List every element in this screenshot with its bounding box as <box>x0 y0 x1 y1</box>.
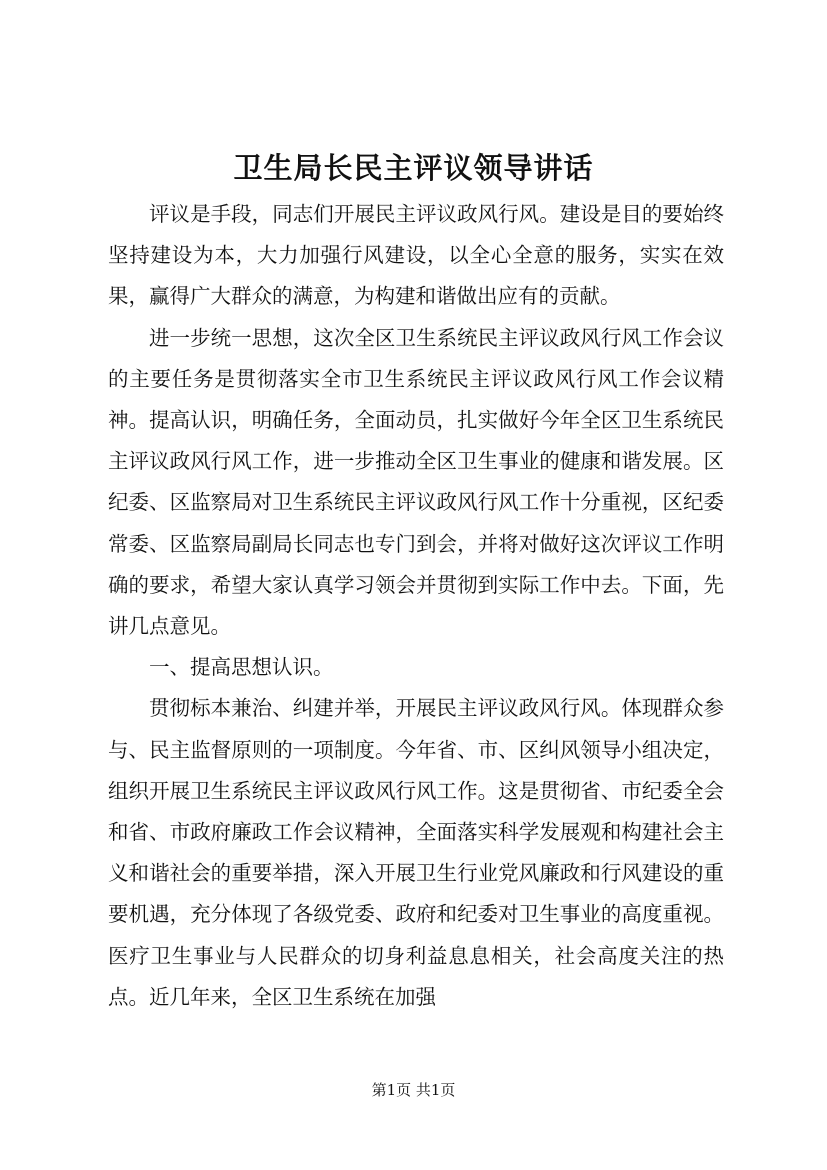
section-heading: 一、提高思想认识。 <box>149 655 334 680</box>
paragraph-3: 贯彻标本兼治、纠建并举，开展民主评议政风行风。体现群众参与、民主监督原则的一项制度。今年省、市、区纠风领导小组决定，组织开展卫生系统民主评议政风行风工作。这是贯彻省、市纪委全会和省、市政府廉政工作会议精神，全面落实科学发展观和构建社会主义和谐社会的重要举措，深入开展卫生行业党风廉政和行风建设的重要机遇，充分体现了各级党委、政府和纪委对卫生事业的高度重视。医疗卫生事业与人民群众的切身利益息息相关，社会高度关注的热点。近几年来，全区卫生系统在加强 <box>108 696 724 1009</box>
page-footer: 第1页 共1页 <box>371 1081 456 1099</box>
paragraph-2: 进一步统一思想，这次全区卫生系统民主评议政风行风工作会议的主要任务是贯彻落实全市卫生系统民主评议政风行风工作会议精神。提高认识，明确任务，全面动员，扎实做好今年全区卫生系统民主评议政风行风工作，进一步推动全区卫生事业的健康和谐发展。区纪委、区监察局对卫生系统民主评议政风行风工作十分重视，区纪委常委、区监察局副局长同志也专门到会，并将对做好这次评议工作明确的要求，希望大家认真学习领会并贯彻到实际工作中去。下面，先讲几点意见。 <box>108 325 724 639</box>
paragraph-1: 评议是手段，同志们开展民主评议政风行风。建设是目的要始终坚持建设为本，大力加强行风建设，以全心全意的服务，实实在效果，赢得广大群众的满意，为构建和谐做出应有的贡献。 <box>108 202 724 309</box>
document-body <box>108 194 724 1018</box>
document-title: 卫生局长民主评议领导讲话 <box>233 151 594 185</box>
